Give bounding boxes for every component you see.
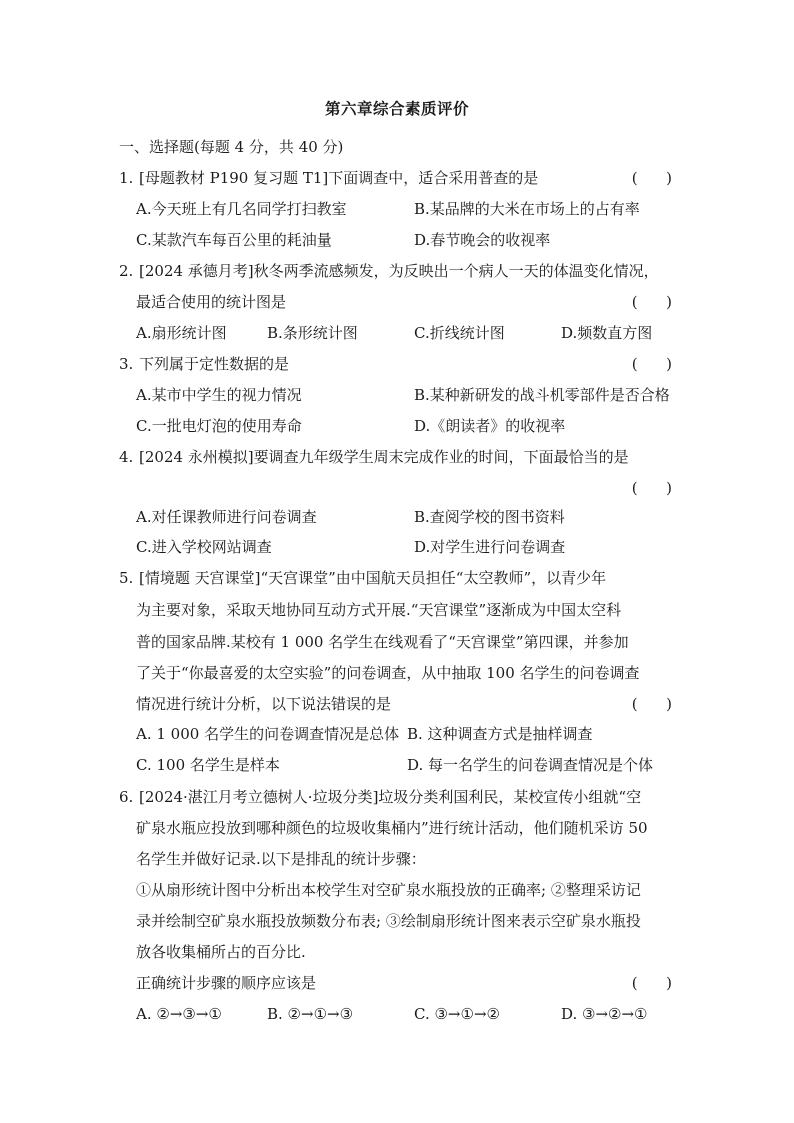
option-a: A. ②→③→①	[136, 1005, 222, 1023]
question-2	[119, 261, 659, 281]
question-number: 6.	[119, 788, 134, 806]
question-number: 3.	[119, 355, 134, 373]
question-stem-line: 为主要对象，采取天地协同互动方式开展.“天宫课堂”逐渐成为中国太空科	[136, 601, 622, 619]
question-6	[119, 787, 641, 807]
option-c: C.折线统计图	[414, 324, 505, 342]
option-b: B.某品牌的大米在市场上的占有率	[414, 200, 640, 218]
question-number: 4.	[119, 448, 134, 466]
option-c: C.某款汽车每百公里的耗油量	[136, 231, 332, 249]
question-stem-line: 名学生并做好记录.以下是排乱的统计步骤：	[136, 850, 426, 868]
question-stem: [情境题 天宫课堂]“天宫课堂”由中国航天员担任“太空教师”，以青少年	[139, 569, 607, 587]
question-number: 1.	[119, 169, 134, 187]
page-title: 第六章综合素质评价	[324, 99, 469, 118]
option-c: C. ③→①→②	[414, 1005, 500, 1023]
option-c: C. 100 名学生是样本	[136, 756, 280, 774]
question-stem-line: 情况进行统计分析，以下说法错误的是	[136, 695, 392, 713]
question-stem: [2024·湛江月考立德树人·垃圾分类]垃圾分类利国利民，某校宣传小组就“空	[139, 788, 642, 806]
option-a: A.扇形统计图	[136, 324, 227, 342]
answer-blank: ( )	[631, 695, 672, 713]
answer-blank: ( )	[631, 974, 672, 992]
option-a: A. 1 000 名学生的问卷调查情况是总体	[136, 725, 400, 743]
question-number: 2.	[119, 262, 134, 280]
option-b: B. ②→①→③	[267, 1005, 354, 1023]
answer-blank: ( )	[631, 169, 672, 187]
option-b: B.查阅学校的图书资料	[414, 508, 565, 526]
question-stem: [2024 永州模拟]要调查九年级学生周末完成作业的时间，下面最恰当的是	[139, 448, 629, 466]
option-b: B. 这种调查方式是抽样调查	[407, 725, 593, 743]
option-a: A.今天班上有几名同学打扫教室	[136, 200, 347, 218]
option-d: D. ③→②→①	[561, 1005, 648, 1023]
question-stem-line: 了关于“你最喜爱的太空实验”的问卷调查，从中抽取 100 名学生的问卷调查	[136, 664, 640, 682]
question-stem-line: 普的国家品牌.某校有 1 000 名学生在线观看了“天宫课堂”第四课，并参加	[136, 633, 629, 651]
option-d: D. 每一名学生的问卷调查情况是个体	[407, 756, 654, 774]
question-stem-line: 正确统计步骤的顺序应该是	[136, 974, 317, 992]
option-d: D.对学生进行问卷调查	[414, 538, 566, 556]
option-d: D.频数直方图	[561, 324, 653, 342]
question-3	[119, 354, 289, 374]
option-a: A.对任课教师进行问卷调查	[136, 508, 317, 526]
answer-blank: ( )	[631, 355, 672, 373]
answer-blank: ( )	[631, 479, 672, 497]
question-stem-line: 矿泉水瓶应投放到哪种颜色的垃圾收集桶内”进行统计活动，他们随机采访 50	[136, 819, 648, 837]
question-1	[119, 168, 538, 188]
option-d: D.《朗读者》的收视率	[414, 417, 566, 435]
question-stem: [2024 承德月考]秋冬两季流感频发，为反映出一个病人一天的体温变化情况，	[139, 262, 659, 280]
option-d: D.春节晚会的收视率	[414, 231, 551, 249]
question-5	[119, 568, 606, 588]
section-heading: 一、选择题(每题 4 分，共 40 分)	[119, 138, 344, 156]
option-a: A.某市中学生的视力情况	[136, 386, 302, 404]
question-stem-line: 放各收集桶所占的百分比.	[136, 943, 306, 961]
question-stem: [母题教材 P190 复习题 T1]下面调查中，适合采用普查的是	[139, 169, 539, 187]
question-stem: 下列属于定性数据的是	[139, 355, 290, 373]
option-c: C.进入学校网站调查	[136, 538, 272, 556]
question-stem-line: 最适合使用的统计图是	[136, 293, 287, 311]
answer-blank: ( )	[631, 293, 672, 311]
question-stem-line: ①从扇形统计图中分析出本校学生对空矿泉水瓶投放的正确率; ②整理采访记	[136, 881, 641, 899]
question-stem-line: 录并绘制空矿泉水瓶投放频数分布表; ③绘制扇形统计图来表示空矿泉水瓶投	[136, 912, 641, 930]
option-c: C.一批电灯泡的使用寿命	[136, 417, 302, 435]
option-b: B.条形统计图	[267, 324, 358, 342]
option-b: B.某种新研发的战斗机零部件是否合格	[414, 386, 670, 404]
question-4	[119, 447, 629, 467]
question-number: 5.	[119, 569, 134, 587]
